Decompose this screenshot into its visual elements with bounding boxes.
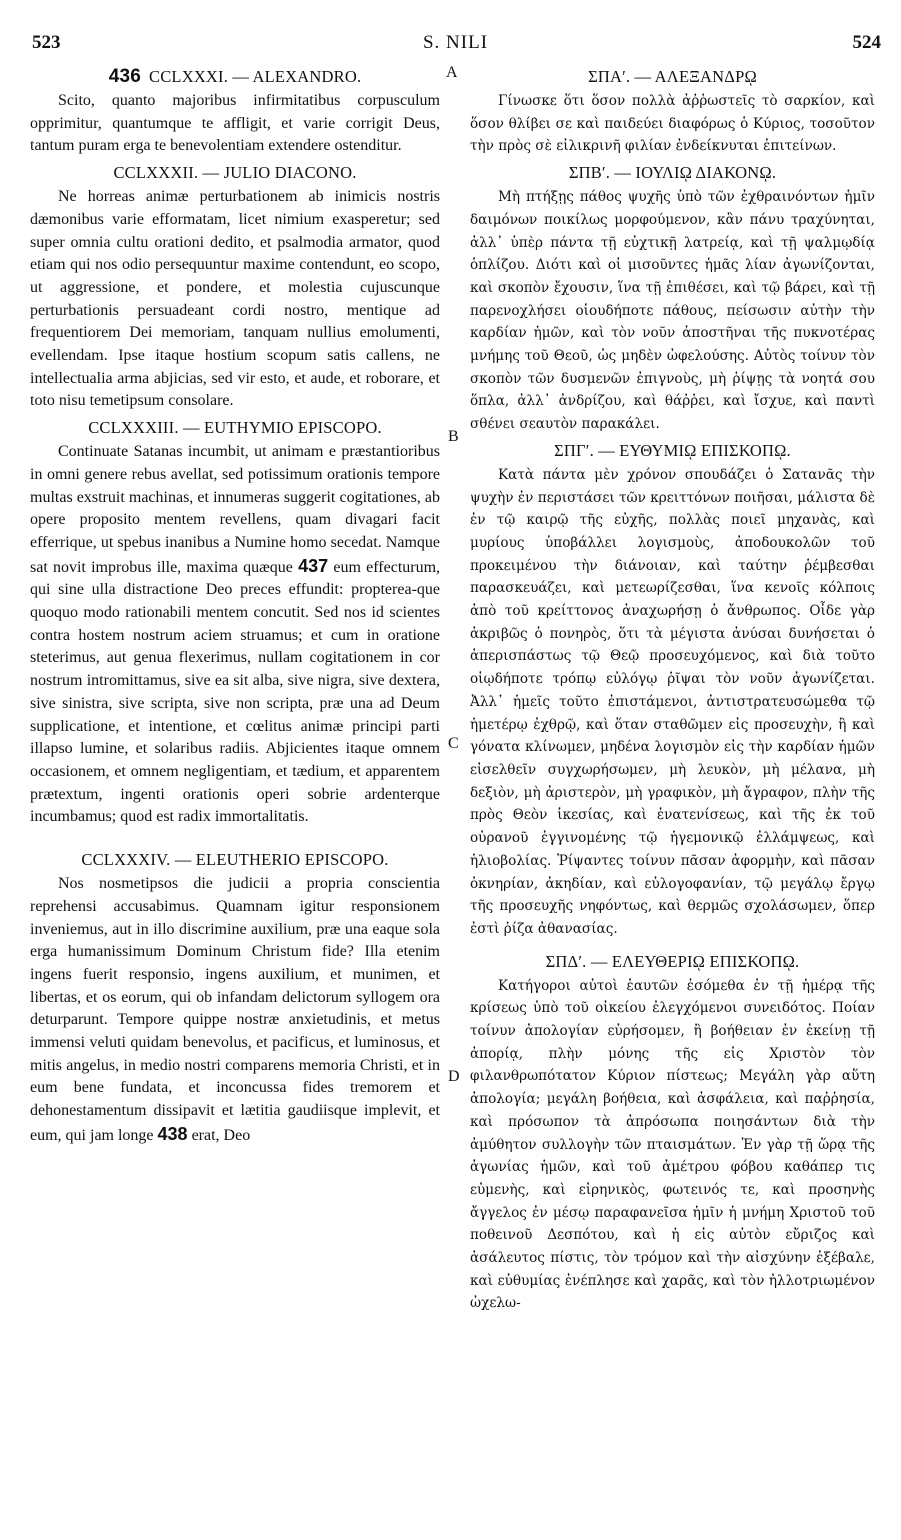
column-number-mark: 438 xyxy=(157,1123,188,1144)
letter-heading: CCLXXXII. — JULIO DIACONO. xyxy=(113,163,357,183)
letter-heading-text: CCLXXXI. — ALEXANDRO. xyxy=(149,67,362,86)
letter-text xyxy=(30,441,440,829)
paragraph-text: Γίνωσκε ὅτι ὅσον πολλὰ ἀῤῥωστεῖς τὸ σαρκίον, καὶ ὅσον θλίβει σε καὶ παιδεύει διαφόρως ὁ Κύριος, τοσοῦτον τὴν πρὸς σὲ εἰλικρινῆ φιλίαν ἐνδείκνυται ἐπιτείνων. xyxy=(470,93,875,155)
paragraph-text: erat, Deo xyxy=(191,1126,251,1144)
letter-heading: ΣΠΑʹ. — ΑΛΕΞΑΝΔΡῼ xyxy=(588,67,757,86)
letter-text xyxy=(30,186,440,413)
paragraph-text: Scito, quanto majoribus infirmitatibus corpusculum opprimitur, quantumque te affligit, et varie corrigit Deus, tantum puram erga te benevolentiam extendere ostenditur. xyxy=(30,92,440,155)
greek-column xyxy=(470,62,875,1315)
paragraph-text: Ne horreas animæ perturbationem ab inimicis nostris dæmonibus varie efformatam, licet nimium exasperetur; sed super omnia cultu orationi dedito, et psalmodia armator, quod etiam qui nos odio persequuntur maxime contendunt, eo scopo, ut aggressione, et pondere, et molestia cujuscunque perturbationis persuadeant cordi nostro, mentique ad frequentiorem Dei memoriam, tanquam nullius emolumenti, evellendam. Ipse itaque hostium scopum satis callens, ne intellectualia arma abjicias, sed vir esto, et aude, et roborare, et toto nisu temetipsum consolare. xyxy=(30,188,440,410)
letter-text xyxy=(30,90,440,158)
letter-heading: ΣΠΓʹ. — ΕΥΘΥΜΙῼ ΕΠΙΣΚΟΠῼ. xyxy=(554,440,791,460)
letter-heading: ΣΠΔʹ. — ΕΛΕΥΘΕΡΙῼ ΕΠΙΣΚΟΠῼ. xyxy=(545,951,800,971)
paragraph-text: Κατὰ πάντα μὲν χρόνον σπουδάζει ὁ Σατανᾶς τὴν ψυχὴν ἐν περιστάσει τῶν κρειττόνων ποιῆσαι, μάλιστα δὲ ἐν τῷ καιρῷ τῆς εὐχῆς, πολλὰς ποιεῖ μηχανὰς, καὶ μυρίους ὑποβάλλει λογισμοὺς, ἀποδουκολῶν τοῦ προκειμένου τὴν διάνοιαν, καὶ ταύτην ῥέμβεσθαι παρασκευάζει, καὶ μετεωρίζεσθαι, ἵνα κενοῖς κόλποις ἀπὸ τοῦ κρείττονος ἀναχωρήσῃ ὁ ἄνθρωπος. Οἶδε γὰρ ἀκριβῶς ὁ πονηρὸς, ὅτι τὰ μέγιστα ἀνύσαι δυνήσεται ὁ ἀπερισπάστως τῷ Θεῷ προσευχόμενος, καὶ διὰ τοῦτο οἱῳδήποτε τρόπῳ εὐλόγῳ ῥῖψαι τὸν νοῦν ἀγωνίζεται. Ἀλλ᾽ ἡμεῖς τοῦτο ἐπιστάμενοι, ἀντιστρατευσώμεθα τῷ ἡμετέρῳ ἐχθρῷ, καὶ ὅταν σταθῶμεν εἰς προσευχὴν, ἢ καὶ γόνατα κλίνωμεν, μηδένα λογισμὸν εἰς τὴν καρδίαν ἡμῶν εἰσελθεῖν συγχωρήσωμεν, μὴ λευκὸν, μὴ μέλανα, μὴ δεξιὸν, μὴ ἀριστερὸν, μὴ γραφικὸν, μὴ ἄγραφον, πλὴν τῆς πρὸς Θεὸν ἱκεσίας, καὶ ἐνατενίσεως, καὶ τῆς ἐκ τοῦ οὐρανοῦ ἐγγινομένης τῷ ἡγεμονικῷ ἐλλάμψεως, καὶ ἡλιοβολίας. Ῥίψαντες τοίνυν πᾶσαν ἀφορμὴν, καὶ πᾶσαν ὀκνηρίαν, ἀκηδίαν, καὶ εὐλογοφανίαν, τῷ μεγάλῳ ἔργῳ τῆς προσευχῆς νηφόντως, καὶ θερμῶς σχολάσωμεν, ὅπερ ἐστὶ ῥίζα ἀθανασίας. xyxy=(470,466,875,937)
paragraph-text: Nos nosmetipsos die judicii a propria conscientia reprehensi accusabimus. Quamnam igitur responsionem inveniemus, aut in illo discrimine auxilium, præ una eaque sola erga humanissimum Dominum Christum fide? Illa etenim ingens fuerit responsio, ingens auxilium, et munimen, et libertas, et os eorum, qui ob infandam delictorum syllogem ora deturparunt. Tempore quippe nostræ anxietudinis, et metus immensi veluti quidam benevolus, et pacificus, et luminosus, et mitis angelus, in medio nostri comparens memoria Christi, et in eum bene fundata, et inconcussa fides tremorem et dehonestamentum dissipavit et lætitia gaudiisque implevit, et eum, qui jam longe xyxy=(30,875,440,1144)
margin-letter-b: B xyxy=(448,428,459,445)
margin-letter-d: D xyxy=(448,1068,460,1085)
letter-text xyxy=(470,464,875,941)
margin-letter-a: A xyxy=(446,64,458,81)
column-number-mark: 436 xyxy=(108,66,142,87)
paragraph-text: eum effecturum, qui sine ulla distractione Deo preces effundit: propterea-que quoquo modo rationabili mentem concutit. Sed nos id scientes contra hostem nostrum aciem struamus; et cum in oratione steterimus, aut genua flexerimus, nullam cogitationem in cor nostrum intromittamus, sive ea sit alba, sive nigra, sive dextera, sive sinistra, sive scripta, sive non scripta, præ una ad Deum supplicatione, et intentione, et cœlitus animæ principi parti illapso lumine, et solaribus radiis. Abjicientes itaque omnem occasionem, et omnem negligentiam, et tædium, et apparentem prætextum, ingenti orationis operi sobrie ardenterque incumbamus; quod est radix immortalitatis. xyxy=(30,558,440,826)
paragraph-text: Μὴ πτήξῃς πάθος ψυχῆς ὑπὸ τῶν ἐχθραινόντων ἡμῖν δαιμόνων ποικίλως μορφούμενον, κἂν πάνυ τραχύνηται, ἀλλ᾽ ὑπὲρ πάντα τῇ εὐχτικῇ λατρείᾳ, καὶ τῇ ψαλμῳδίᾳ ὁπλίζου. Διότι καὶ οἱ μισοῦντες ἡμᾶς λίαν ἀγωνίζονται, καὶ σκοπὸν ἔχουσιν, ἵνα τῇ ἐπιθέσει, καὶ τῷ βάρει, καὶ τῇ παρενοχλήσει οἱουδήποτε πάθους, πείσωσιν αὐτὴν τὴν καρδίαν ἡμῶν, καὶ τὸν νοῦν ἀποστῆναι τῆς πυκνοτέρας μνήμης τοῦ Θεοῦ, ὡς μηδὲν ὠφελούσης. Αὐτὸς τοίνυν τὸν σκοπὸν τῶν δυσμενῶν ἐπιγνοὺς, μὴ ῥίψῃς τὰ νοητά σου ὅπλα, ἀλλ᾽ ἀνδρίζου, καὶ θάῤῥει, καὶ ἴσχυε, καὶ παντὶ σθένει σεαυτὸν παρακάλει. xyxy=(470,189,875,433)
margin-letter-c: C xyxy=(448,735,459,752)
paragraph-text: Continuate Satanas incumbit, ut animam e præstantioribus in omni genere rebus avellat, sed potissimum orationis tempore multas exstruit machinas, et innumeras suggerit cogitationes, ab opere proposito mentem revellens, quam divagari facit efferrique, ut spebus inanibus a Numine homo secedat. Namque sat novit improbus ille, maxima quæque xyxy=(30,443,440,576)
letter-text xyxy=(470,975,875,1316)
paragraph-text: Κατήγοροι αὐτοὶ ἑαυτῶν ἐσόμεθα ἐν τῇ ἡμέρᾳ τῆς κρίσεως ὑπὸ τοῦ οἰκείου ἐλεγχόμενοι συνειδότος. Ποίαν τοίνυν ἀπολογίαν εὑρήσομεν, ἢ βοήθειαν ἐν ἐκείνῃ τῇ ἀπορίᾳ, πλὴν μόνης τῆς εἰς Χριστὸν τὸν φιλανθρωπότατον Κύριον πίστεως; Μεγάλη γὰρ αὕτη ἀπολογία; μεγάλη βοήθεια, καὶ ἀσφάλεια, καὶ παῤῥησία, καὶ πρόσωπον τὰ ἀπρόσωπα ποιησάντων διὰ τὴν ἀμύθητον συλλογὴν τῶν πταισμάτων. Ἐν γὰρ τῇ ὥρᾳ τῆς ἀγωνίας ἡμῶν, καὶ τοῦ ἀμέτρου φόβου καθάπερ τις εὐμενὴς, καὶ εἰρηνικὸς, φωτεινός τε, καὶ προσηνὴς ἄγγελος ἐν μέσῳ παραφανεῖσα ἡμῖν ἡ μνήμη Χριστοῦ τοῦ ποθεινοῦ Δεσπότου, καὶ ἡ εἰς αὐτὸν εὔριζος καὶ ἀσάλευτος πίστις, τὸν τρόμον καὶ τὴν αἰσχύνην ἐξέβαλε, καὶ εὐθυμίας ἐνέπλησε καὶ χαρᾶς, καὶ τὸν ἠλλοτριωμένον ὠχελω- xyxy=(470,977,875,1312)
letter-text xyxy=(30,873,440,1147)
letter-heading: CCLXXXIV. — ELEUTHERIO EPISCOPO. xyxy=(81,850,389,870)
right-page-number: 524 xyxy=(852,32,881,53)
running-header xyxy=(30,32,881,56)
letter-heading: CCLXXXIII. — EUTHYMIO EPISCOPO. xyxy=(88,418,382,438)
running-title: S. NILI xyxy=(422,32,489,53)
left-page-number: 523 xyxy=(32,32,61,53)
letter-text xyxy=(470,90,875,158)
letter-heading: ΣΠΒʹ. — ΙΟΥΛΙῼ ΔΙΑΚΟΝῼ. xyxy=(568,163,777,183)
column-number-mark: 437 xyxy=(298,555,329,576)
letter-text xyxy=(470,186,875,436)
letter-heading xyxy=(30,64,440,89)
latin-column xyxy=(30,62,440,1148)
